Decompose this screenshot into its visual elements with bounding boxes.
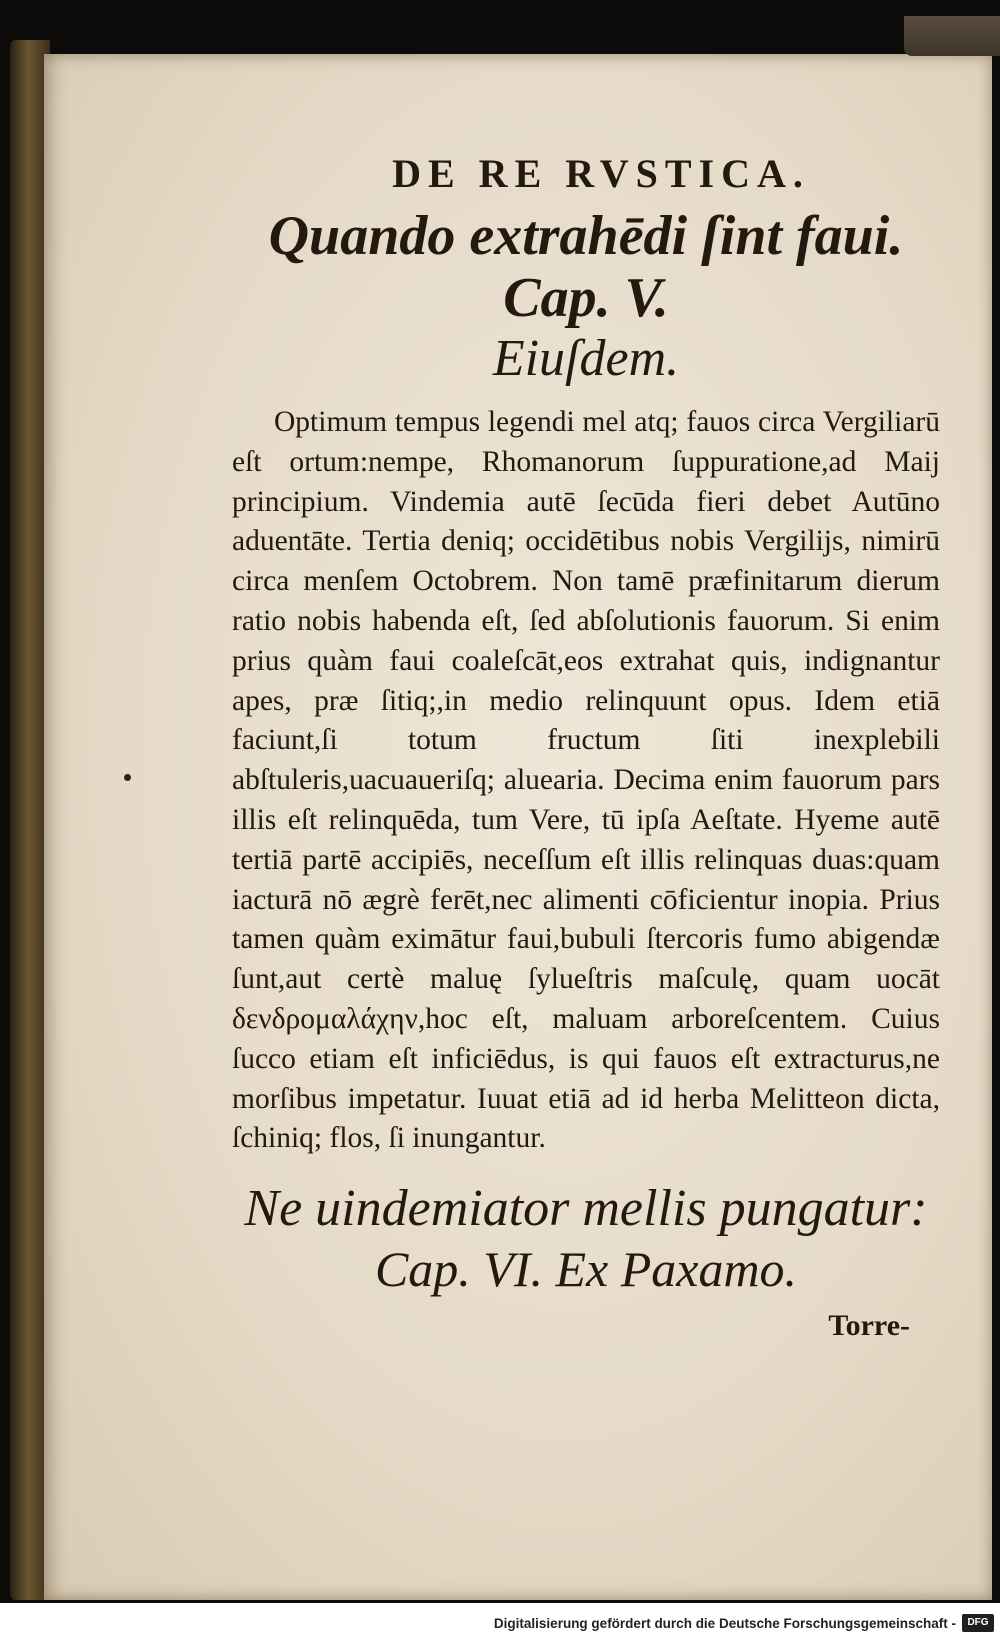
running-head: DE RE RVSTICA. — [392, 151, 810, 196]
chapter-title: Quando extrahēdi ſint faui. Cap. V. — [268, 205, 904, 329]
funding-credit: Digitalisierung gefördert durch die Deutsche Forschungsgemeinschaft - — [493, 1616, 956, 1631]
chapter2-title: Ne uindemiator mellis pungatur: — [244, 1180, 928, 1238]
body-text: Optimum tempus legendi mel atq; fauos circa Vergiliarū eſt ortum:nempe, Rhomanorum ſuppuratione,ad Maij principium. Vindemia autē ſecūda fieri debet Autūno aduentāte. Tertia deniq; occidētibus nobis Vergilijs, nimirū circa menſem Octobrem. Non tamē præfinitarum dierum ratio nobis habenda eſt, ſed abſolutionis fauorum. Si enim prius quàm faui coaleſcāt,eos extrahat quis, indignantur apes, præ ſitiq;,in medio relinquunt opus. Idem etiā faciunt,ſi totum fructum ſiti inexplebili abſtuleris,uacuaueriſq; aluearia. Decima enim fauorum pars illis eſt relinquēda, tum Vere, tū ipſa Aeſtate. Hyeme autē tertiā partē accipiēs, neceſſum eſt illis relinquas duas:quam iacturā nō ægrè ferēt,nec alimenti cōficientur inopia. Prius tamen quàm eximātur faui,bubuli ſtercoris fumo abigendæ ſunt,aut certè maluę ſylueſtris maſculę, quam uocāt δενδρομαλάχην,hoc eſt, maluam arboreſcentem. Cuius ſucco etiam eſt inficiēdus, is qui fauos eſt extracturus,ne morſibus impetatur. Iuuat etiā ad id herba Melitteon dicta, ſchiniq; flos, ſi inungantur. — [232, 406, 940, 1155]
ink-spot — [124, 774, 131, 781]
dfg-logo-icon: DFG — [962, 1614, 994, 1632]
chapter-subtitle: Eiuſdem. — [492, 330, 680, 387]
page-content — [232, 150, 940, 1343]
catchword: Torre- — [828, 1309, 910, 1343]
footer-bar — [0, 1603, 1000, 1641]
corner-tab — [904, 16, 1000, 56]
chapter2-subtitle: Cap. VI. Ex Paxamo. — [374, 1241, 798, 1298]
